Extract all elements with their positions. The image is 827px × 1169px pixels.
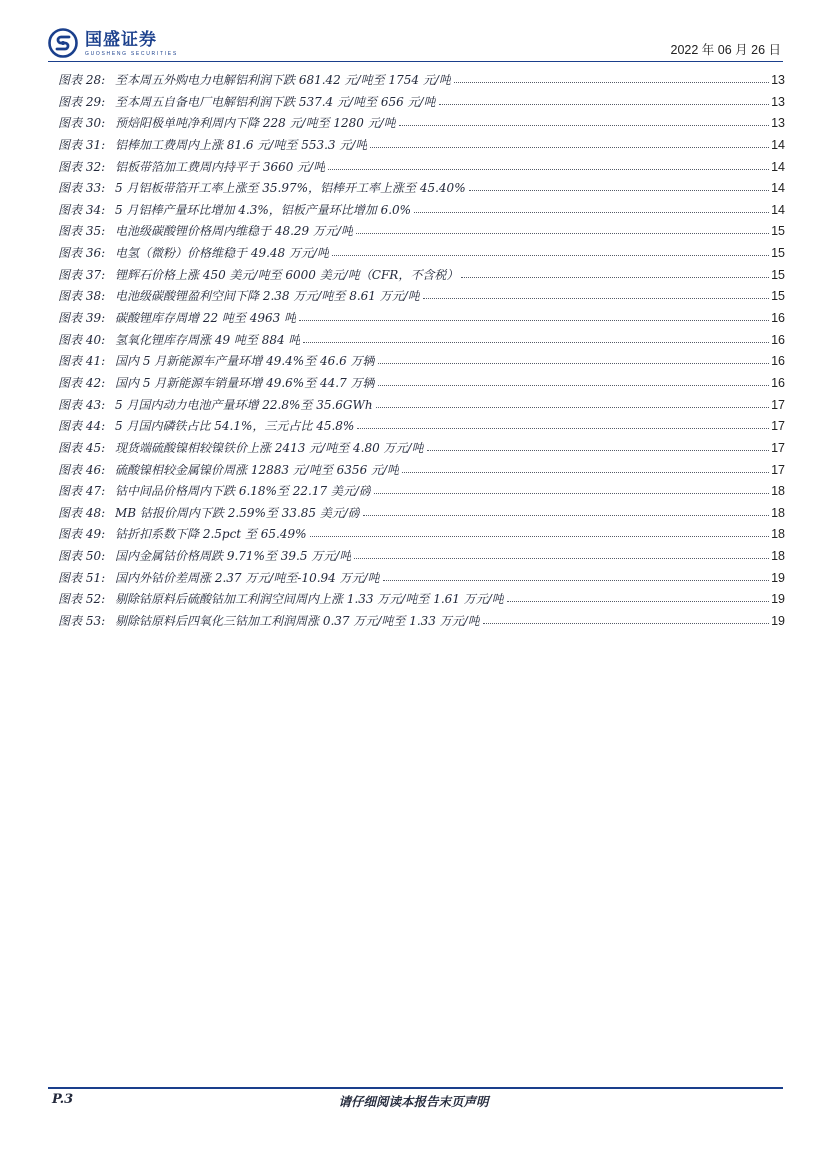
toc-dot-leader	[469, 182, 770, 191]
toc-figure-number: 图表 34:	[58, 202, 106, 217]
toc-figure-title: 5 月国内动力电池产量环增 22.8%至 35.6GWh	[115, 397, 373, 412]
toc-figure-number: 图表 35:	[58, 224, 106, 239]
toc-item[interactable]	[58, 590, 785, 612]
toc-item[interactable]	[58, 352, 785, 374]
toc-item[interactable]	[58, 417, 785, 439]
toc-figure-title: 铝板带箔加工费周内持平于 3660 元/吨	[115, 159, 326, 174]
toc-item[interactable]	[58, 439, 785, 461]
disclaimer-text: 请仔细阅读本报告末页声明	[338, 1094, 489, 1109]
toc-page-number: 17	[771, 397, 785, 412]
toc-dot-leader	[328, 161, 769, 170]
toc-dot-leader	[356, 225, 769, 234]
toc-dot-leader	[299, 312, 769, 321]
toc-page-number: 14	[771, 137, 785, 152]
toc-dot-leader	[402, 464, 769, 473]
toc-figure-title: 现货端硫酸镍相较镍铁价上涨 2413 元/吨至 4.80 万元/吨	[115, 440, 424, 455]
toc-figure-number: 图表 32:	[58, 159, 106, 174]
toc-page-number: 17	[771, 440, 785, 455]
toc-page-number: 19	[771, 570, 785, 585]
toc-item[interactable]	[58, 569, 785, 591]
toc-figure-number: 图表 42:	[58, 375, 106, 390]
toc-page-number: 18	[771, 527, 785, 542]
toc-figure-title: 至本周五外购电力电解铝利润下跌 681.42 元/吨至 1754 元/吨	[115, 73, 451, 87]
toc-figure-title: 钴中间品价格周内下跌 6.18%至 22.17 美元/磅	[115, 484, 371, 499]
toc-item[interactable]	[58, 71, 785, 93]
toc-dot-leader	[439, 96, 769, 105]
toc-figure-number: 图表 29:	[58, 94, 106, 109]
toc-figure-number: 图表 28:	[58, 73, 106, 87]
toc-dot-leader	[454, 74, 769, 83]
toc-figure-number: 图表 50:	[58, 549, 106, 564]
toc-item[interactable]	[58, 114, 785, 136]
brand-texts	[85, 30, 178, 57]
toc-item[interactable]	[58, 461, 785, 483]
toc-dot-leader	[427, 442, 769, 451]
toc-dot-leader	[399, 117, 769, 126]
toc-item[interactable]	[58, 504, 785, 526]
toc-dot-leader	[332, 247, 769, 256]
toc-figure-number: 图表 41:	[58, 354, 106, 369]
toc-figure-title: 剔除钴原料后四氧化三钴加工利润周涨 0.37 万元/吨至 1.33 万元/吨	[115, 614, 480, 629]
toc-page-number: 16	[771, 354, 785, 369]
toc-figure-number: 图表 51:	[58, 570, 106, 585]
toc-page-number: 14	[771, 202, 785, 217]
toc-dot-leader	[378, 355, 770, 364]
toc-figure-number: 图表 52:	[58, 592, 106, 607]
toc-page-number: 18	[771, 484, 785, 499]
toc-page-number: 17	[771, 419, 785, 434]
toc-figure-title: 5 月铝板带箔开工率上涨至 35.97%，铝棒开工率上涨至 45.40%	[115, 181, 466, 196]
toc-figure-title: 国内 5 月新能源车销量环增 49.6%至 44.7 万辆	[115, 375, 375, 390]
toc-dot-leader	[376, 399, 770, 408]
toc-figure-number: 图表 36:	[58, 246, 106, 261]
toc-figure-title: 剔除钴原料后硫酸钴加工利润空间周内上涨 1.33 万元/吨至 1.61 万元/吨	[115, 592, 504, 607]
brand	[48, 28, 178, 58]
toc-item[interactable]	[58, 396, 785, 418]
toc-page-number: 18	[771, 549, 785, 564]
toc-page-number: 15	[771, 246, 785, 261]
toc-dot-leader	[378, 377, 770, 386]
header-divider	[48, 61, 783, 62]
toc-item[interactable]	[58, 158, 785, 180]
toc-dot-leader	[507, 593, 769, 602]
toc-page-number: 15	[771, 289, 785, 304]
toc-figure-title: 5 月国内磷铁占比 54.1%，三元占比 45.8%	[115, 419, 355, 434]
page-number: P.3	[52, 1092, 74, 1107]
toc-figure-title: 硫酸镍相较金属镍价周涨 12883 元/吨至 6356 元/吨	[115, 462, 400, 477]
toc-dot-leader	[370, 139, 769, 148]
toc-figure-title: 锂辉石价格上涨 450 美元/吨至 6000 美元/吨（CFR，不含税）	[115, 267, 459, 282]
toc-page-number: 16	[771, 332, 785, 347]
toc-figure-number: 图表 38:	[58, 289, 106, 304]
toc-figure-title: 预焙阳极单吨净利周内下降 228 元/吨至 1280 元/吨	[115, 116, 396, 131]
toc-page-number: 13	[771, 94, 785, 109]
toc-dot-leader	[354, 550, 769, 559]
toc-figure-number: 图表 30:	[58, 116, 106, 131]
toc-figure-title: 至本周五自备电厂电解铝利润下跌 537.4 元/吨至 656 元/吨	[115, 94, 436, 109]
toc-page-number: 17	[771, 462, 785, 477]
toc-figure-number: 图表 45:	[58, 440, 106, 455]
footer-divider	[48, 1087, 783, 1089]
toc-figure-number: 图表 47:	[58, 484, 106, 499]
toc-item[interactable]	[58, 179, 785, 201]
toc-page-number: 19	[771, 614, 785, 629]
toc-figure-title: 电池级碳酸锂价格周内维稳于 48.29 万元/吨	[115, 224, 354, 239]
toc-page-number: 18	[771, 505, 785, 520]
toc-item[interactable]	[58, 287, 785, 309]
toc-dot-leader	[423, 290, 769, 299]
toc-figure-number: 图表 37:	[58, 267, 106, 282]
toc-figure-title: 国内外钴价差周涨 2.37 万元/吨至-10.94 万元/吨	[115, 570, 380, 585]
toc-item[interactable]	[58, 136, 785, 158]
toc-page-number: 14	[771, 159, 785, 174]
toc-figure-title: 铝棒加工费周内上涨 81.6 元/吨至 553.3 元/吨	[115, 137, 368, 152]
toc-item[interactable]	[58, 309, 785, 331]
toc-figure-number: 图表 39:	[58, 311, 106, 326]
toc-page-number: 16	[771, 311, 785, 326]
toc-figure-title: 氢氧化锂库存周涨 49 吨至 884 吨	[115, 332, 301, 347]
toc-figure-number: 图表 44:	[58, 419, 106, 434]
toc-dot-leader	[461, 269, 769, 278]
report-date: 2022 年 06 月 26 日	[670, 43, 781, 57]
toc-dot-leader	[414, 204, 769, 213]
toc-figure-number: 图表 49:	[58, 527, 106, 542]
toc-figure-title: 电氢（微粉）价格维稳于 49.48 万元/吨	[115, 246, 330, 261]
toc-dot-leader	[303, 334, 769, 343]
toc-figure-title: 国内金属钴价格周跌 9.71%至 39.5 万元/吨	[115, 549, 352, 564]
toc-figure-title: 碳酸锂库存周增 22 吨至 4963 吨	[115, 311, 297, 326]
toc-dot-leader	[483, 615, 769, 624]
toc-page-number: 14	[771, 181, 785, 196]
toc-item[interactable]	[58, 201, 785, 223]
toc-dot-leader	[357, 420, 769, 429]
toc-figure-title: 电池级碳酸锂盈利空间下降 2.38 万元/吨至 8.61 万元/吨	[115, 289, 420, 304]
toc-item[interactable]	[58, 222, 785, 244]
toc-figure-title: MB 钴报价周内下跌 2.59%至 33.85 美元/磅	[115, 505, 360, 520]
toc-item[interactable]	[58, 612, 785, 634]
toc-figure-number: 图表 46:	[58, 462, 106, 477]
toc-item[interactable]	[58, 374, 785, 396]
toc-figure-number: 图表 43:	[58, 397, 106, 412]
toc-page-number: 13	[771, 116, 785, 131]
toc-item[interactable]	[58, 331, 785, 353]
toc-item[interactable]	[58, 266, 785, 288]
toc-dot-leader	[363, 507, 769, 516]
guosheng-logo-icon	[48, 28, 78, 58]
toc-figure-number: 图表 53:	[58, 614, 106, 629]
toc-item[interactable]	[58, 482, 785, 504]
toc-dot-leader	[374, 485, 769, 494]
figure-index-list	[58, 71, 785, 634]
toc-figure-number: 图表 31:	[58, 137, 106, 152]
toc-figure-title: 钴折扣系数下降 2.5pct 至 65.49%	[115, 527, 307, 542]
toc-figure-number: 图表 40:	[58, 332, 106, 347]
toc-figure-number: 图表 48:	[58, 505, 106, 520]
toc-page-number: 13	[771, 73, 785, 87]
brand-subtitle: GUOSHENG SECURITIES	[85, 50, 178, 57]
toc-dot-leader	[310, 528, 770, 537]
toc-page-number: 15	[771, 224, 785, 239]
toc-figure-number: 图表 33:	[58, 181, 106, 196]
toc-figure-title: 国内 5 月新能源车产量环增 49.4%至 46.6 万辆	[115, 354, 375, 369]
toc-item[interactable]	[58, 525, 785, 547]
page-header	[48, 26, 783, 62]
toc-figure-title: 5 月铝棒产量环比增加 4.3%，铝板产量环比增加 6.0%	[115, 202, 412, 217]
toc-item[interactable]	[58, 93, 785, 115]
toc-page-number: 19	[771, 592, 785, 607]
toc-item[interactable]	[58, 244, 785, 266]
toc-page-number: 15	[771, 267, 785, 282]
toc-item[interactable]	[58, 547, 785, 569]
brand-name: 国盛证券	[85, 29, 157, 50]
toc-dot-leader	[383, 572, 769, 581]
toc-page-number: 16	[771, 375, 785, 390]
